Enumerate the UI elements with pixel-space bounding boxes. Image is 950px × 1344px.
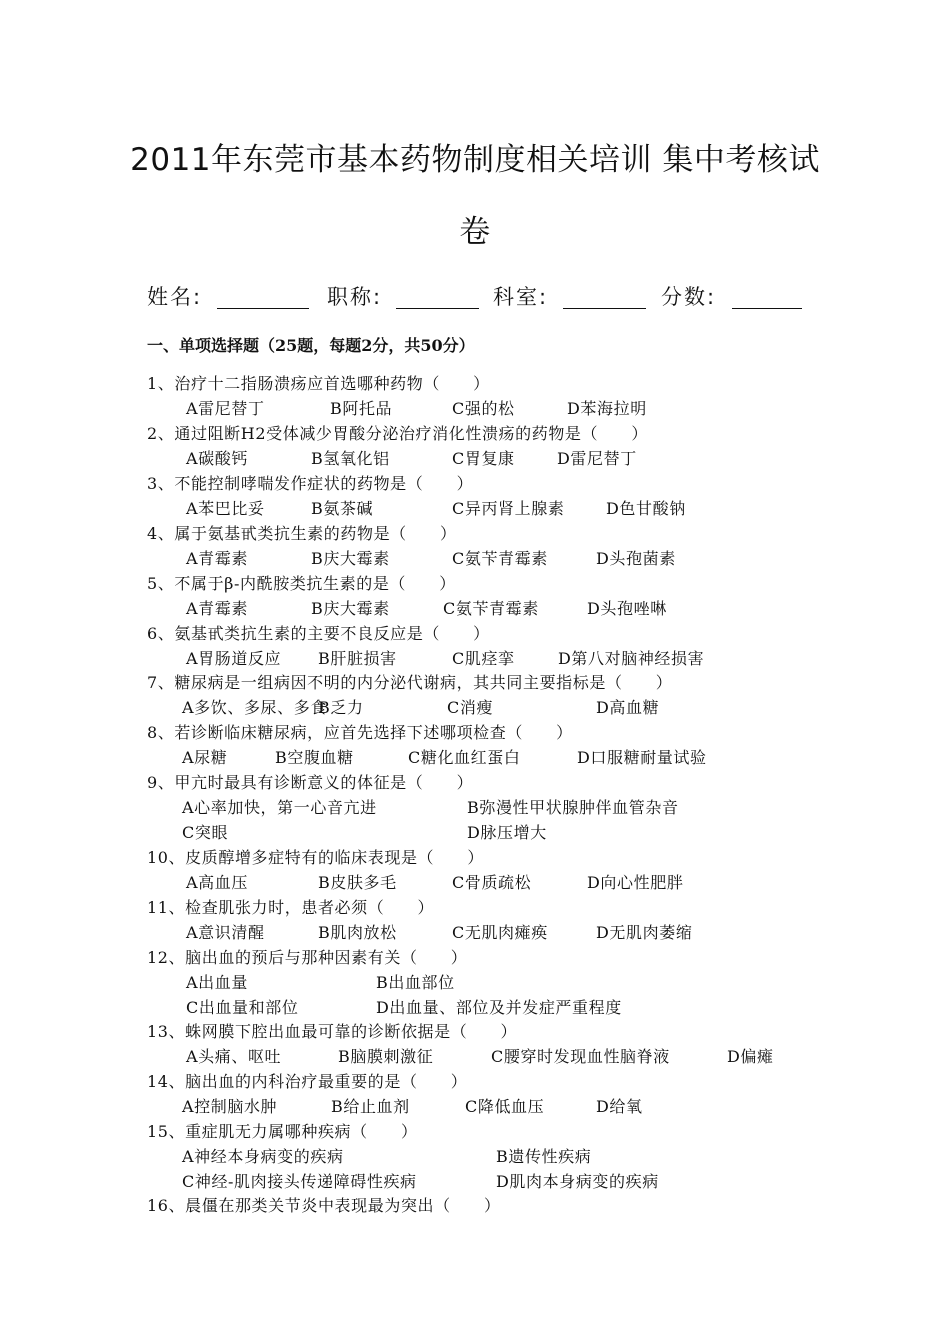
- answer-option: B氨茶碱: [311, 499, 374, 518]
- answer-option: D高血糖: [596, 698, 660, 717]
- answer-option: B遗传性疾病: [496, 1147, 592, 1166]
- answer-option: B庆大霉素: [311, 549, 390, 568]
- score-label: 分数:: [661, 285, 717, 309]
- answer-option: C神经-肌肉接头传递障碍性疾病: [182, 1172, 417, 1191]
- answer-option: C无肌肉瘫痪: [452, 923, 548, 942]
- answer-option: D向心性肥胖: [587, 873, 684, 892]
- question-stem: 7、糖尿病是一组病因不明的内分泌代谢病，其共同主要指标是（ ）: [147, 673, 673, 692]
- question-stem: 14、脑出血的内科治疗最重要的是（ ）: [147, 1072, 468, 1091]
- answer-option: D苯海拉明: [567, 399, 647, 418]
- answer-option: A出血量: [186, 973, 248, 992]
- answer-option: A青霉素: [186, 599, 248, 618]
- job-title-label: 职称:: [327, 285, 383, 309]
- score-blank: [732, 308, 802, 309]
- answer-option: C异丙肾上腺素: [452, 499, 565, 518]
- answer-option: C氨苄青霉素: [452, 549, 548, 568]
- question-stem: 12、脑出血的预后与那种因素有关（ ）: [147, 948, 468, 967]
- answer-option: D偏瘫: [727, 1047, 774, 1066]
- answer-option: A青霉素: [186, 549, 248, 568]
- question-stem: 11、检查肌张力时，患者必须（ ）: [147, 898, 435, 917]
- department-blank: [563, 308, 646, 309]
- answer-option: C强的松: [452, 399, 515, 418]
- question-stem: 13、蛛网膜下腔出血最可靠的诊断依据是（ ）: [147, 1022, 518, 1041]
- answer-option: B出血部位: [376, 973, 455, 992]
- answer-option: A多饮、多尿、多食: [182, 698, 327, 717]
- answer-option: C腰穿时发现血性脑脊液: [491, 1047, 670, 1066]
- department-label: 科室:: [493, 285, 549, 309]
- answer-option: B肌肉放松: [318, 923, 397, 942]
- answer-option: D第八对脑神经损害: [558, 649, 705, 668]
- answer-option: C突眼: [182, 823, 229, 842]
- question-stem: 10、皮质醇增多症特有的临床表现是（ ）: [147, 848, 484, 867]
- question-stem: 3、不能控制哮喘发作症状的药物是（ ）: [147, 474, 474, 493]
- answer-option: D色甘酸钠: [606, 499, 686, 518]
- answer-option: D脉压增大: [467, 823, 547, 842]
- question-stem: 1、治疗十二指肠溃疡应首选哪种药物（ ）: [147, 374, 490, 393]
- answer-option: D肌肉本身病变的疾病: [496, 1172, 659, 1191]
- question-stem: 15、重症肌无力属哪种疾病（ ）: [147, 1122, 418, 1141]
- answer-option: A胃肠道反应: [186, 649, 282, 668]
- question-stem: 8、若诊断临床糖尿病，应首先选择下述哪项检查（ ）: [147, 723, 573, 742]
- answer-option: A心率加快，第一心音亢进: [182, 798, 377, 817]
- job-title-blank: [396, 308, 479, 309]
- answer-option: C氨苄青霉素: [443, 599, 539, 618]
- question-stem: 4、属于氨基甙类抗生素的药物是（ ）: [147, 524, 457, 543]
- answer-option: B乏力: [318, 698, 364, 717]
- answer-option: D出血量、部位及并发症严重程度: [376, 998, 622, 1017]
- question-stem: 2、通过阻断H2受体减少胃酸分泌治疗消化性溃疡的药物是（ ）: [147, 424, 648, 443]
- answer-option: C消瘦: [447, 698, 494, 717]
- answer-option: A苯巴比妥: [186, 499, 265, 518]
- answer-option: D口服糖耐量试验: [577, 748, 707, 767]
- answer-option: B庆大霉素: [311, 599, 390, 618]
- answer-option: C出血量和部位: [186, 998, 299, 1017]
- answer-option: C糖化血红蛋白: [408, 748, 521, 767]
- answer-option: B脑膜刺激征: [338, 1047, 434, 1066]
- answer-option: B氢氧化铝: [311, 449, 390, 468]
- answer-option: D头孢菌素: [596, 549, 676, 568]
- answer-option: B给止血剂: [331, 1097, 410, 1116]
- exam-title-line2: 卷: [459, 214, 491, 250]
- answer-option: A尿糖: [182, 748, 228, 767]
- name-label: 姓名:: [147, 285, 203, 309]
- question-stem: 5、不属于β-内酰胺类抗生素的是（ ）: [147, 574, 456, 593]
- answer-option: D雷尼替丁: [557, 449, 637, 468]
- answer-option: A头痛、呕吐: [186, 1047, 282, 1066]
- answer-option: C胃复康: [452, 449, 515, 468]
- answer-option: D给氧: [596, 1097, 643, 1116]
- question-stem: 9、甲亢时最具有诊断意义的体征是（ ）: [147, 773, 474, 792]
- exam-title-line1: 2011年东莞市基本药物制度相关培训 集中考核试: [130, 142, 820, 178]
- answer-option: A碳酸钙: [186, 449, 248, 468]
- section-heading: 一、单项选择题（25题，每题2分，共50分）: [147, 336, 475, 355]
- answer-option: B弥漫性甲状腺肿伴血管杂音: [467, 798, 679, 817]
- answer-option: A高血压: [186, 873, 248, 892]
- question-stem: 16、晨僵在那类关节炎中表现最为突出（ ）: [147, 1196, 501, 1215]
- answer-option: B皮肤多毛: [318, 873, 397, 892]
- answer-option: A控制脑水肿: [182, 1097, 278, 1116]
- answer-option: A神经本身病变的疾病: [182, 1147, 344, 1166]
- answer-option: B空腹血糖: [275, 748, 354, 767]
- answer-option: C骨质疏松: [452, 873, 532, 892]
- answer-option: D无肌肉萎缩: [596, 923, 693, 942]
- answer-option: B肝脏损害: [318, 649, 397, 668]
- name-blank: [217, 308, 309, 309]
- answer-option: C肌痉挛: [452, 649, 515, 668]
- answer-option: A雷尼替丁: [186, 399, 265, 418]
- answer-option: A意识清醒: [186, 923, 265, 942]
- answer-option: B阿托品: [330, 399, 393, 418]
- answer-option: D头孢唑啉: [587, 599, 667, 618]
- answer-option: C降低血压: [465, 1097, 545, 1116]
- question-stem: 6、氨基甙类抗生素的主要不良反应是（ ）: [147, 624, 490, 643]
